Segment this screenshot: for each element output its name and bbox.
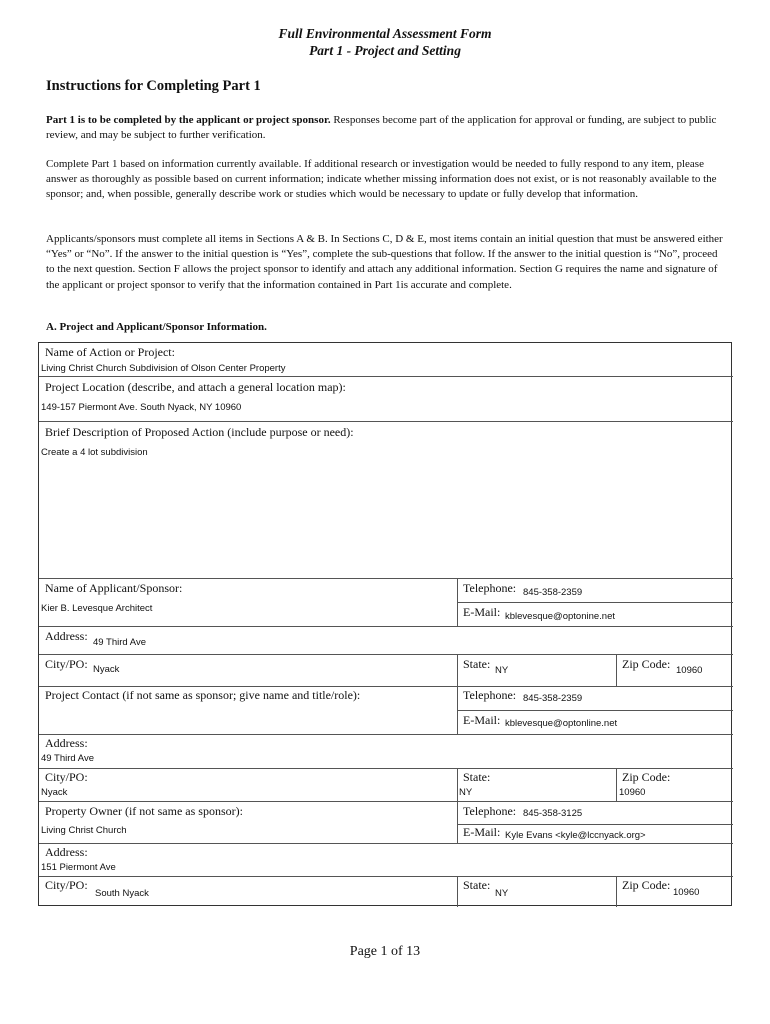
- row-divider: [39, 734, 733, 735]
- applicant-state-field[interactable]: NY: [495, 665, 509, 676]
- owner-city-label: City/PO:: [45, 878, 88, 892]
- instructions-heading: Instructions for Completing Part 1: [46, 78, 261, 94]
- contact-email-label: E-Mail:: [463, 713, 501, 727]
- contact-address-label: Address:: [45, 736, 88, 750]
- instructions-paragraph-1: [46, 113, 726, 143]
- owner-state-label: State:: [463, 878, 491, 892]
- row-divider: [457, 602, 733, 603]
- owner-name-label: Property Owner (if not same as sponsor):: [45, 804, 243, 818]
- instructions-paragraph-3: Applicants/sponsors must complete all items in Sections A & B. In Sections C, D & E, most items contain an initial question that must be answered either “Yes” or “No”. If the answer to the initial question is “Yes”, complete the sub-questions that follow. If the answer to the initial question is “No”, proceed to the next question. Section F allows the project sponsor to identify and attach any additional information. Section G requires the name and signature of the applicant or project sponsor to verify that the information contained in Part 1is accurate and complete.: [46, 233, 723, 291]
- project-location-field[interactable]: 149-157 Piermont Ave. South Nyack, NY 10960: [41, 402, 242, 413]
- column-divider: [616, 876, 617, 907]
- contact-telephone-field[interactable]: 845-358-2359: [523, 693, 583, 704]
- owner-name-field[interactable]: Living Christ Church: [41, 825, 127, 836]
- contact-state-field[interactable]: NY: [459, 787, 473, 798]
- applicant-city-field[interactable]: Nyack: [93, 664, 120, 675]
- row-divider: [457, 710, 733, 711]
- applicant-address-field[interactable]: 49 Third Ave: [93, 637, 146, 648]
- row-divider: [39, 876, 733, 877]
- page-number: Page 1 of 13: [349, 944, 421, 959]
- applicant-zip-field[interactable]: 10960: [676, 665, 703, 676]
- owner-email-label: E-Mail:: [463, 825, 501, 839]
- contact-telephone-label: Telephone:: [463, 688, 517, 702]
- applicant-state-label: State:: [463, 657, 491, 671]
- owner-city-field[interactable]: South Nyack: [95, 888, 149, 899]
- column-divider: [616, 768, 617, 801]
- row-divider: [39, 376, 733, 377]
- row-divider: [39, 768, 733, 769]
- applicant-name-field[interactable]: Kier B. Levesque Architect: [41, 603, 153, 614]
- contact-address-field[interactable]: 49 Third Ave: [41, 753, 94, 764]
- applicant-name-label: Name of Applicant/Sponsor:: [45, 581, 183, 595]
- form-title: Full Environmental Assessment Form: [278, 26, 492, 41]
- contact-city-field[interactable]: Nyack: [41, 787, 68, 798]
- contact-city-label: City/PO:: [45, 770, 88, 784]
- row-divider: [39, 654, 733, 655]
- applicant-city-label: City/PO:: [45, 657, 88, 671]
- applicant-email-label: E-Mail:: [463, 605, 501, 619]
- owner-email-field[interactable]: Kyle Evans <kyle@lccnyack.org>: [505, 830, 646, 841]
- applicant-zip-label: Zip Code:: [622, 657, 671, 671]
- applicant-telephone-label: Telephone:: [463, 581, 517, 595]
- contact-name-label: Project Contact (if not same as sponsor; give name and title/role):: [45, 688, 361, 702]
- column-divider: [457, 876, 458, 907]
- column-divider: [616, 654, 617, 686]
- section-a-heading: A. Project and Applicant/Sponsor Information.: [46, 321, 267, 333]
- project-information-form: [38, 342, 732, 906]
- column-divider: [457, 578, 458, 626]
- contact-zip-field[interactable]: 10960: [619, 787, 646, 798]
- description-label: Brief Description of Proposed Action (include purpose or need):: [45, 425, 354, 439]
- instructions-paragraph-2: Complete Part 1 based on information currently available. If additional research or investigation would be needed to fully respond to any item, please answer as thoroughly as possible based on current information; indicate whether missing information does not exist, or is not reasonably available to the sponsor; and, when possible, generally describe work or studies which would be necessary to update or fully develop that information.: [46, 158, 717, 201]
- row-divider: [39, 801, 733, 802]
- applicant-address-label: Address:: [45, 629, 88, 643]
- row-divider: [39, 686, 733, 687]
- owner-telephone-label: Telephone:: [463, 804, 517, 818]
- owner-telephone-field[interactable]: 845-358-3125: [523, 808, 583, 819]
- owner-zip-field[interactable]: 10960: [673, 887, 700, 898]
- owner-state-field[interactable]: NY: [495, 888, 509, 899]
- column-divider: [457, 768, 458, 843]
- description-field[interactable]: Create a 4 lot subdivision: [41, 447, 148, 458]
- row-divider: [39, 843, 733, 844]
- form-subtitle: Part 1 - Project and Setting: [309, 43, 461, 58]
- row-divider: [39, 421, 733, 422]
- row-divider: [39, 626, 733, 627]
- contact-zip-label: Zip Code:: [622, 770, 671, 784]
- action-name-field[interactable]: Living Christ Church Subdivision of Olson Center Property: [41, 363, 286, 374]
- column-divider: [457, 654, 458, 734]
- project-location-label: Project Location (describe, and attach a general location map):: [45, 380, 346, 394]
- paragraph-1-rest: Responses become part of the application for approval or funding, are subject to public review, and may be subject to further verification.: [46, 114, 717, 142]
- paragraph-1-bold: Part 1 is to be completed by the applicant or project sponsor.: [46, 114, 331, 126]
- contact-state-label: State:: [463, 770, 491, 784]
- contact-email-field[interactable]: kblevesque@optonline.net: [505, 718, 618, 729]
- owner-address-label: Address:: [45, 845, 88, 859]
- applicant-telephone-field[interactable]: 845-358-2359: [523, 587, 583, 598]
- action-name-label: Name of Action or Project:: [45, 345, 175, 359]
- applicant-email-field[interactable]: kblevesque@optonine.net: [505, 611, 616, 622]
- row-divider: [39, 578, 733, 579]
- owner-zip-label: Zip Code:: [622, 878, 671, 892]
- owner-address-field[interactable]: 151 Piermont Ave: [41, 862, 116, 873]
